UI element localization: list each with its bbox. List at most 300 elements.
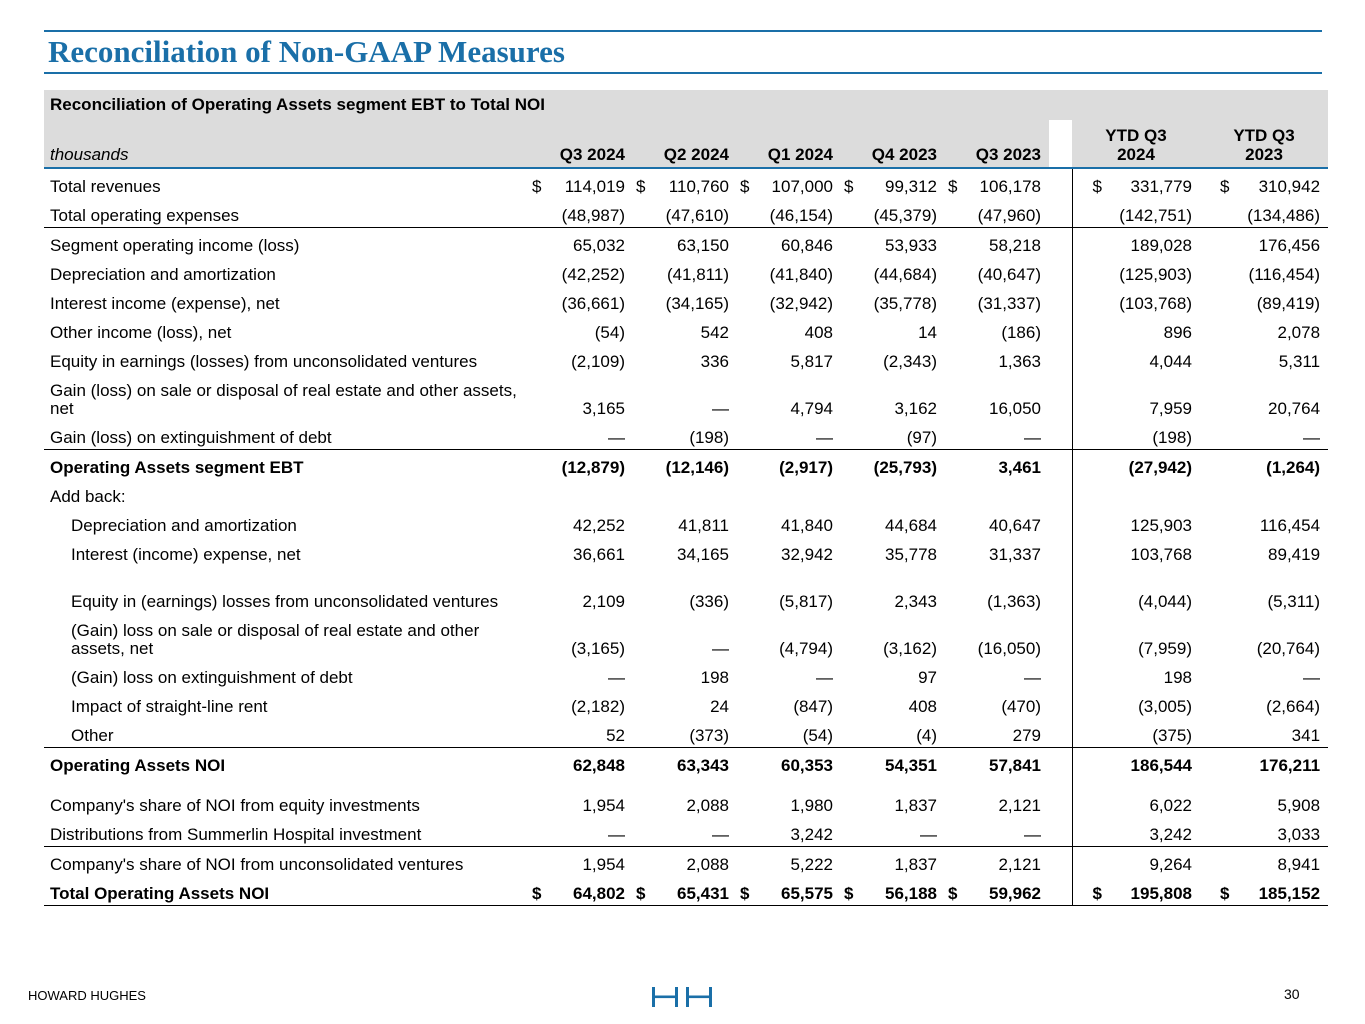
table-cell — [945, 847, 1049, 877]
cell-value: (470) — [1001, 697, 1041, 716]
table-cell — [945, 373, 1049, 420]
cell-value: 5,311 — [1278, 352, 1321, 371]
cell-value: (54) — [802, 726, 833, 745]
table-row — [44, 718, 1328, 748]
table-cell — [841, 286, 945, 315]
column-header: Q1 2024 — [737, 120, 841, 168]
cell-value: 41,811 — [678, 516, 729, 535]
table-cell — [633, 344, 737, 373]
table-row — [44, 847, 1328, 877]
cell-value: (125,903) — [1119, 265, 1192, 284]
cell-value: (44,684) — [873, 265, 937, 284]
ytd-cell — [1200, 689, 1328, 718]
table-cell — [841, 847, 945, 877]
table-cell — [633, 228, 737, 258]
table-cell — [529, 479, 633, 508]
table-cell — [841, 876, 945, 906]
table-row — [44, 566, 1328, 613]
table-cell — [633, 718, 737, 748]
cell-value: — — [1024, 825, 1041, 844]
cell-value: — — [816, 428, 833, 447]
cell-value: 41,840 — [781, 516, 833, 535]
ytd-cell — [1200, 777, 1328, 817]
cell-value: 5,222 — [790, 855, 833, 874]
cell-value: 2,121 — [998, 796, 1041, 815]
ytd-cell — [1200, 373, 1328, 420]
table-cell — [841, 777, 945, 817]
cell-value: 4,794 — [790, 399, 833, 418]
table-cell — [945, 228, 1049, 258]
currency-symbol: $ — [740, 177, 750, 196]
cell-value: 198 — [1163, 668, 1192, 687]
table-cell — [633, 689, 737, 718]
row-label: Total operating expenses — [50, 206, 240, 225]
row-label: Distributions from Summerlin Hospital investment — [50, 825, 422, 844]
row-label: Other income (loss), net — [50, 323, 232, 342]
row-label: Equity in earnings (losses) from unconsolidated ventures — [50, 352, 478, 371]
currency-symbol: $ — [532, 884, 542, 903]
cell-value: 54,351 — [885, 756, 937, 775]
row-label: Operating Assets segment EBT — [44, 450, 529, 480]
row-label: Operating Assets NOI — [44, 748, 529, 778]
ytd-cell — [1072, 660, 1200, 689]
column-separator — [1049, 479, 1072, 508]
ytd-cell — [1072, 168, 1200, 198]
cell-value: 60,353 — [781, 756, 833, 775]
column-separator — [1049, 508, 1072, 537]
table-row — [44, 479, 1328, 508]
table-cell — [529, 718, 633, 748]
cell-value: (5,311) — [1267, 592, 1321, 611]
row-label: Total revenues — [50, 177, 161, 196]
cell-value: 63,150 — [677, 236, 729, 255]
cell-value: 65,575 — [781, 884, 833, 903]
ytd-cell — [1200, 566, 1328, 613]
cell-value: 310,942 — [1258, 177, 1321, 196]
cell-value: 279 — [1012, 726, 1041, 745]
table-caption: Reconciliation of Operating Assets segment EBT to Total NOI — [44, 90, 1328, 120]
ytd-header-line2: 2023 — [1245, 145, 1283, 164]
cell-value: (847) — [793, 697, 833, 716]
cell-value: (142,751) — [1119, 206, 1192, 225]
cell-value: 408 — [804, 323, 833, 342]
table-cell — [737, 613, 841, 660]
cell-value: 52 — [606, 726, 625, 745]
cell-value: 2,078 — [1277, 323, 1321, 342]
cell-value: 1,954 — [582, 796, 625, 815]
ytd-cell — [1072, 537, 1200, 566]
cell-value: 331,779 — [1130, 177, 1192, 196]
table-cell — [841, 613, 945, 660]
table-cell — [633, 168, 737, 198]
table-cell — [945, 286, 1049, 315]
table-cell — [529, 613, 633, 660]
table-cell — [633, 537, 737, 566]
howard-hughes-logo-icon — [650, 986, 716, 1013]
ytd-cell — [1200, 450, 1328, 480]
column-header: Q3 2023 — [945, 120, 1049, 168]
ytd-cell — [1072, 198, 1200, 228]
table-cell — [945, 508, 1049, 537]
table-cell — [737, 748, 841, 778]
ytd-cell — [1072, 613, 1200, 660]
table-cell — [737, 373, 841, 420]
ytd-cell — [1200, 660, 1328, 689]
cell-value: (4,794) — [779, 639, 833, 658]
cell-value: 2,109 — [582, 592, 625, 611]
cell-value: (32,942) — [769, 294, 833, 313]
cell-value: 106,178 — [979, 177, 1041, 196]
cell-value: (97) — [906, 428, 937, 447]
currency-symbol: $ — [636, 177, 646, 196]
table-cell — [633, 286, 737, 315]
table-row — [44, 286, 1328, 315]
table-cell — [841, 508, 945, 537]
ytd-cell — [1072, 847, 1200, 877]
row-label: Interest income (expense), net — [50, 294, 280, 313]
column-separator — [1049, 718, 1072, 748]
cell-value: — — [712, 639, 729, 658]
cell-value: (1,363) — [987, 592, 1041, 611]
cell-value: (7,959) — [1138, 639, 1192, 658]
table-row — [44, 168, 1328, 198]
table-cell — [841, 344, 945, 373]
cell-value: 14 — [918, 323, 937, 342]
cell-value: — — [1303, 428, 1321, 447]
currency-symbol: $ — [532, 177, 542, 196]
cell-value: (3,162) — [883, 639, 937, 658]
cell-value: 2,088 — [686, 796, 729, 815]
cell-value: (36,661) — [561, 294, 625, 313]
reconciliation-table-container — [44, 90, 1323, 906]
reconciliation-table — [44, 90, 1328, 906]
cell-value: 24 — [710, 697, 729, 716]
table-cell — [529, 777, 633, 817]
ytd-column-header — [1200, 120, 1328, 168]
cell-value: 116,454 — [1259, 516, 1321, 535]
currency-symbol: $ — [1220, 177, 1230, 196]
column-separator — [1049, 257, 1072, 286]
cell-value: 62,848 — [573, 756, 625, 775]
table-cell — [841, 537, 945, 566]
table-cell — [945, 613, 1049, 660]
cell-value: (40,647) — [977, 265, 1041, 284]
table-row — [44, 817, 1328, 847]
currency-symbol: $ — [740, 884, 750, 903]
cell-value: 20,764 — [1268, 399, 1321, 418]
column-separator — [1049, 613, 1072, 660]
ytd-cell — [1072, 718, 1200, 748]
cell-value: (198) — [689, 428, 729, 447]
table-row — [44, 257, 1328, 286]
table-cell — [945, 420, 1049, 450]
column-header: Q2 2024 — [633, 120, 737, 168]
cell-value: 36,661 — [573, 545, 625, 564]
cell-value: 114,019 — [564, 177, 625, 196]
cell-value: 63,343 — [677, 756, 729, 775]
ytd-header-line2: 2024 — [1117, 145, 1155, 164]
table-cell — [945, 718, 1049, 748]
cell-value: 89,419 — [1268, 545, 1321, 564]
table-body — [44, 168, 1328, 906]
ytd-cell — [1200, 257, 1328, 286]
table-cell — [633, 748, 737, 778]
table-cell — [737, 286, 841, 315]
table-cell — [737, 817, 841, 847]
table-cell — [529, 876, 633, 906]
column-separator — [1049, 420, 1072, 450]
table-cell — [945, 344, 1049, 373]
row-label: Company's share of NOI from equity investments — [50, 796, 420, 815]
cell-value: 3,461 — [998, 458, 1041, 477]
table-row — [44, 537, 1328, 566]
column-separator — [1049, 876, 1072, 906]
cell-value: 99,312 — [885, 177, 937, 196]
cell-value: (373) — [689, 726, 729, 745]
cell-value: (2,109) — [571, 352, 625, 371]
table-cell — [841, 479, 945, 508]
cell-value: 65,431 — [677, 884, 729, 903]
column-separator — [1049, 120, 1072, 168]
column-header: Q4 2023 — [841, 120, 945, 168]
table-row — [44, 777, 1328, 817]
row-label: (Gain) loss on extinguishment of debt — [71, 668, 353, 687]
cell-value: 2,343 — [894, 592, 937, 611]
table-cell — [633, 373, 737, 420]
table-row — [44, 613, 1328, 660]
table-cell — [633, 257, 737, 286]
ytd-cell — [1200, 228, 1328, 258]
table-cell — [529, 847, 633, 877]
cell-value: — — [712, 825, 729, 844]
table-cell — [737, 168, 841, 198]
currency-symbol: $ — [1092, 884, 1102, 903]
column-separator — [1049, 373, 1072, 420]
table-cell — [737, 257, 841, 286]
column-separator — [1049, 748, 1072, 778]
table-cell — [529, 228, 633, 258]
ytd-cell — [1200, 613, 1328, 660]
column-separator — [1049, 286, 1072, 315]
table-cell — [945, 198, 1049, 228]
cell-value: (42,252) — [561, 265, 625, 284]
cell-value: (20,764) — [1256, 639, 1321, 658]
table-cell — [529, 286, 633, 315]
table-cell — [841, 168, 945, 198]
table-cell — [529, 660, 633, 689]
column-separator — [1049, 777, 1072, 817]
ytd-header-line1: YTD Q3 — [1233, 126, 1295, 145]
table-row — [44, 198, 1328, 228]
cell-value: 408 — [908, 697, 937, 716]
table-cell — [633, 613, 737, 660]
cell-value: (2,182) — [571, 697, 625, 716]
cell-value: 189,028 — [1130, 236, 1192, 255]
cell-value: (2,664) — [1266, 697, 1321, 716]
ytd-cell — [1200, 420, 1328, 450]
column-separator — [1049, 315, 1072, 344]
table-cell — [633, 777, 737, 817]
title-rule-top — [44, 30, 1322, 32]
ytd-cell — [1200, 876, 1328, 906]
cell-value: 3,033 — [1277, 825, 1321, 844]
table-cell — [737, 847, 841, 877]
ytd-cell — [1072, 450, 1200, 480]
table-cell — [633, 479, 737, 508]
column-separator — [1049, 228, 1072, 258]
cell-value: 42,252 — [573, 516, 625, 535]
table-cell — [737, 777, 841, 817]
row-label: Segment operating income (loss) — [44, 228, 529, 258]
cell-value: (4,044) — [1138, 592, 1192, 611]
cell-value: (41,811) — [666, 265, 729, 284]
column-separator — [1049, 847, 1072, 877]
cell-value: — — [608, 668, 625, 687]
cell-value: (12,879) — [561, 458, 625, 477]
cell-value: 341 — [1291, 726, 1321, 745]
cell-value: (375) — [1152, 726, 1192, 745]
table-cell — [737, 450, 841, 480]
cell-value: 1,980 — [790, 796, 833, 815]
cell-value: (2,343) — [883, 352, 937, 371]
cell-value: (54) — [594, 323, 625, 342]
ytd-cell — [1072, 748, 1200, 778]
table-cell — [529, 257, 633, 286]
table-cell — [737, 537, 841, 566]
cell-value: (336) — [689, 592, 729, 611]
table-cell — [633, 508, 737, 537]
table-cell — [529, 748, 633, 778]
table-cell — [841, 748, 945, 778]
cell-value: 3,165 — [582, 399, 625, 418]
cell-value: 5,817 — [790, 352, 833, 371]
table-cell — [841, 315, 945, 344]
table-cell — [529, 420, 633, 450]
cell-value: (45,379) — [873, 206, 937, 225]
ytd-cell — [1072, 876, 1200, 906]
row-label: Other — [71, 726, 114, 745]
table-cell — [633, 420, 737, 450]
cell-value: 1,363 — [998, 352, 1041, 371]
cell-value: 35,778 — [885, 545, 937, 564]
table-cell — [841, 718, 945, 748]
column-separator — [1049, 198, 1072, 228]
cell-value: 1,837 — [894, 796, 937, 815]
cell-value: 59,962 — [989, 884, 1041, 903]
cell-value: (46,154) — [769, 206, 833, 225]
cell-value: (31,337) — [977, 294, 1041, 313]
ytd-cell — [1200, 508, 1328, 537]
cell-value: 198 — [700, 668, 729, 687]
table-cell — [633, 198, 737, 228]
table-cell — [633, 876, 737, 906]
ytd-cell — [1200, 344, 1328, 373]
cell-value: 64,802 — [573, 884, 625, 903]
table-cell — [529, 566, 633, 613]
cell-value: 3,242 — [790, 825, 833, 844]
cell-value: — — [712, 399, 729, 418]
column-separator — [1049, 817, 1072, 847]
table-cell — [945, 748, 1049, 778]
cell-value: — — [1024, 668, 1041, 687]
column-separator — [1049, 566, 1072, 613]
table-cell — [841, 566, 945, 613]
row-label: Gain (loss) on sale or disposal of real estate and other assets, net — [50, 381, 517, 418]
cell-value: 336 — [700, 352, 729, 371]
cell-value: 2,121 — [998, 855, 1041, 874]
row-label: (Gain) loss on sale or disposal of real estate and other assets, net — [71, 621, 480, 658]
column-separator — [1049, 344, 1072, 373]
table-cell — [945, 168, 1049, 198]
currency-symbol: $ — [948, 884, 958, 903]
cell-value: 40,647 — [989, 516, 1041, 535]
cell-value: 7,959 — [1149, 399, 1192, 418]
table-cell — [841, 689, 945, 718]
table-cell — [737, 420, 841, 450]
ytd-header-line1: YTD Q3 — [1105, 126, 1167, 145]
cell-value: (16,050) — [977, 639, 1041, 658]
ytd-cell — [1072, 315, 1200, 344]
table-cell — [633, 450, 737, 480]
row-label: Company's share of NOI from unconsolidated ventures — [44, 847, 529, 877]
table-cell — [841, 373, 945, 420]
cell-value: (25,793) — [873, 458, 937, 477]
currency-symbol: $ — [844, 884, 854, 903]
table-cell — [945, 537, 1049, 566]
table-cell — [945, 315, 1049, 344]
cell-value: — — [1024, 428, 1041, 447]
ytd-cell — [1200, 718, 1328, 748]
cell-value: (48,987) — [561, 206, 625, 225]
currency-symbol: $ — [844, 177, 854, 196]
ytd-cell — [1072, 344, 1200, 373]
table-cell — [529, 373, 633, 420]
ytd-column-header — [1072, 120, 1200, 168]
table-cell — [529, 344, 633, 373]
ytd-cell — [1072, 689, 1200, 718]
cell-value: 185,152 — [1258, 884, 1321, 903]
cell-value: (5,817) — [779, 592, 833, 611]
table-cell — [841, 817, 945, 847]
cell-value: — — [1303, 668, 1321, 687]
ytd-cell — [1200, 748, 1328, 778]
cell-value: (41,840) — [769, 265, 833, 284]
table-cell — [737, 228, 841, 258]
footer-company-name: HOWARD HUGHES — [28, 988, 146, 1003]
table-row — [44, 344, 1328, 373]
cell-value: 9,264 — [1149, 855, 1192, 874]
table-cell — [529, 537, 633, 566]
ytd-cell — [1072, 508, 1200, 537]
ytd-cell — [1200, 198, 1328, 228]
ytd-cell — [1200, 479, 1328, 508]
ytd-cell — [1072, 566, 1200, 613]
column-separator — [1049, 689, 1072, 718]
row-label: Equity in (earnings) losses from unconsolidated ventures — [71, 592, 499, 611]
column-separator — [1049, 660, 1072, 689]
table-cell — [633, 847, 737, 877]
table-cell — [633, 315, 737, 344]
table-cell — [945, 257, 1049, 286]
cell-value: 53,933 — [885, 236, 937, 255]
cell-value: (1,264) — [1266, 458, 1321, 477]
cell-value: 896 — [1163, 323, 1192, 342]
table-row — [44, 420, 1328, 450]
cell-value: 125,903 — [1130, 516, 1192, 535]
table-row — [44, 660, 1328, 689]
table-cell — [633, 566, 737, 613]
cell-value: 60,846 — [781, 236, 833, 255]
